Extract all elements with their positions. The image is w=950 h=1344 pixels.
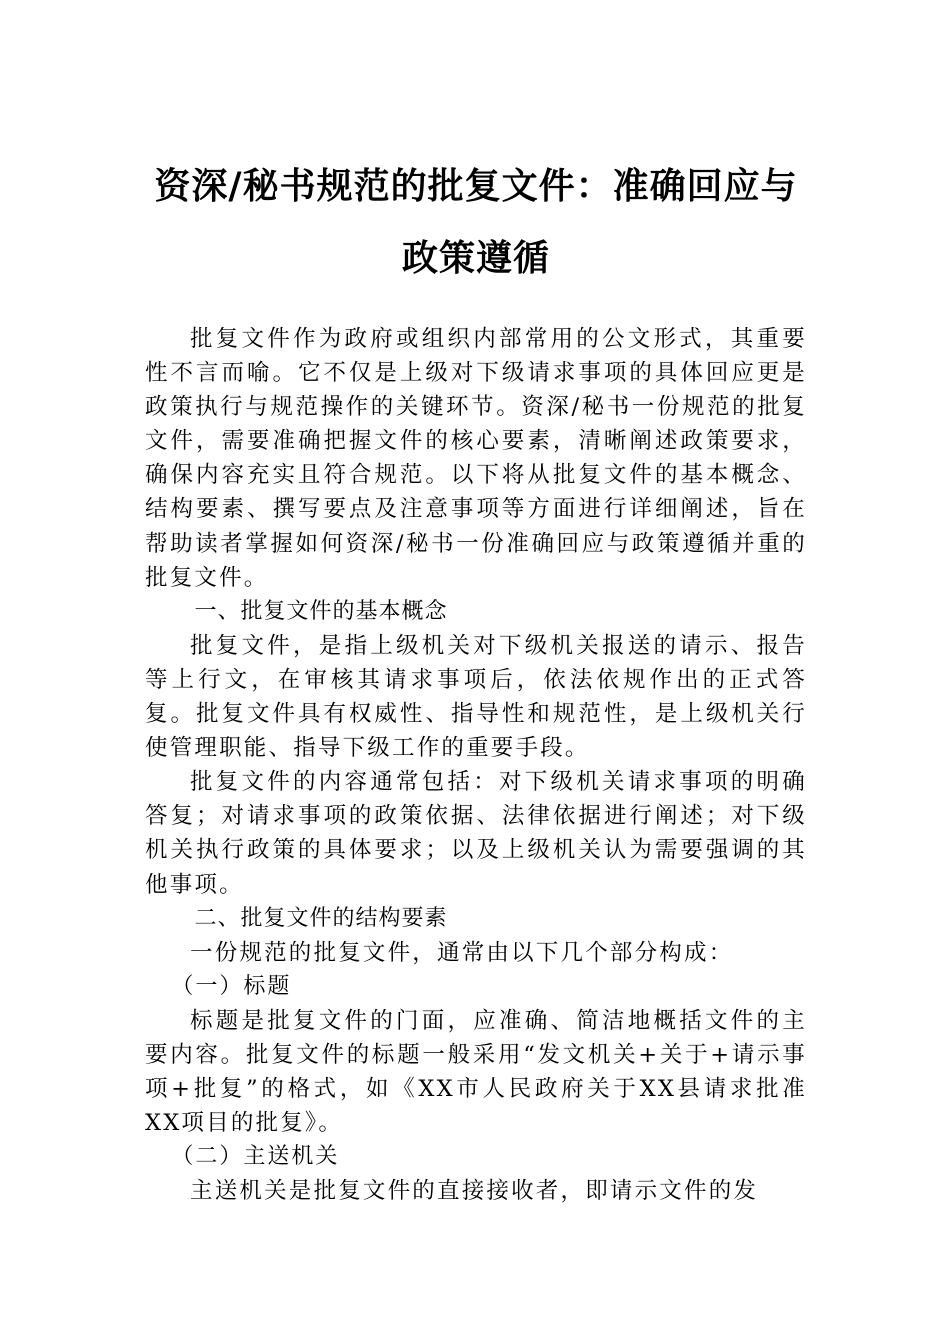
intro-paragraph: 批复文件作为政府或组织内部常用的公文形式，其重要性不言而喻。它不仅是上级对下级请求事项的具体回应更是政策执行与规范操作的关键环节。资深/秘书一份规范的批复文件，需要准确把握文件的核心要素，清晰阐述政策要求，确保内容充实且符合规范。以下将从批复文件的基本概念、结构要素、撰写要点及注意事项等方面进行详细阐述，旨在帮助读者掌握如何资深/秘书一份准确回应与政策遵循并重的批复文件。 xyxy=(145,326,807,591)
body-paragraph: 主送机关是批复文件的直接接收者，即请示文件的发 xyxy=(190,1178,759,1205)
body-paragraph: 一份规范的批复文件，通常由以下几个部分构成： xyxy=(190,939,734,966)
document-page xyxy=(145,150,807,1208)
body-paragraph: 批复文件的内容通常包括：对下级机关请求事项的明确答复；对请求事项的政策依据、法律依据进行阐述；对下级机关执行政策的具体要求；以及上级机关认为需要强调的其他事项。 xyxy=(145,769,807,898)
document-body xyxy=(145,322,807,1208)
body-paragraph: 标题是批复文件的门面，应准确、简洁地概括文件的主要内容。批复文件的标题一般采用“发文机关+关于+请示事项+批复”的格式，如《XX市人民政府关于XX县请求批准XX项目的批复》。 xyxy=(145,1007,807,1137)
section-heading-basic-concept: 一、批复文件的基本概念 xyxy=(194,598,448,624)
subsection-heading-title: （一）标题 xyxy=(171,973,292,999)
section-heading-structure: 二、批复文件的结构要素 xyxy=(194,905,448,931)
subsection-heading-recipient: （二）主送机关 xyxy=(171,1144,340,1170)
document-title: 资深/秘书规范的批复文件：准确回应与政策遵循 xyxy=(154,165,798,279)
body-paragraph: 批复文件，是指上级机关对下级机关报送的请示、报告等上行文，在审核其请求事项后，依法依规作出的正式答复。批复文件具有权威性、指导性和规范性，是上级机关行使管理职能、指导下级工作的重要手段。 xyxy=(145,632,807,762)
